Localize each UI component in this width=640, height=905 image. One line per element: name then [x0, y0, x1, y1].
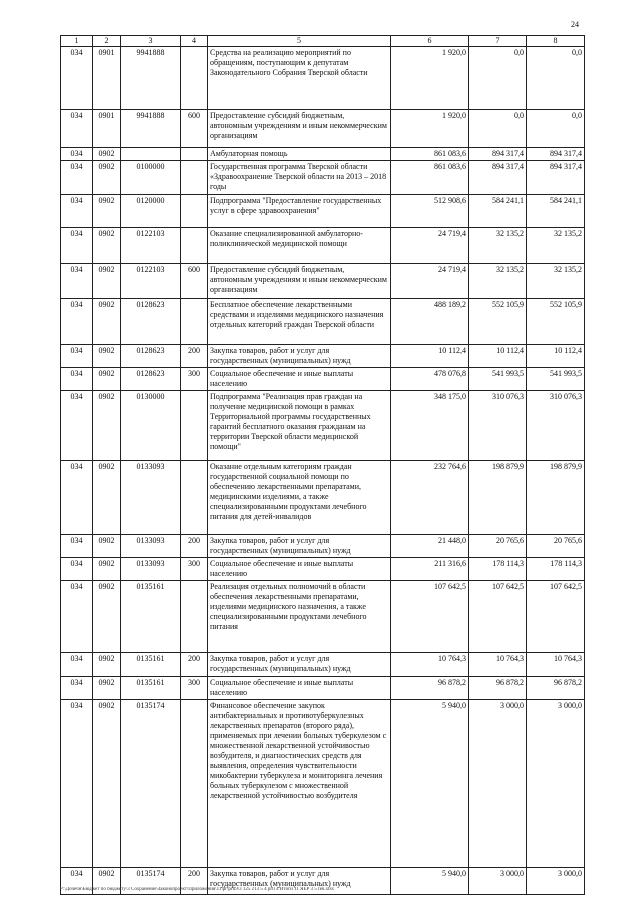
cell-ministry-code: 034	[61, 47, 93, 110]
cell-target-code: 0135174	[121, 868, 181, 895]
cell-expense-type: 300	[181, 368, 208, 391]
table-row	[61, 110, 585, 148]
cell-amount-year-3: 894 317,4	[527, 161, 585, 195]
table-row	[61, 368, 585, 391]
cell-amount-year-2: 0,0	[469, 47, 527, 110]
cell-amount-year-1: 1 920,0	[391, 110, 469, 148]
cell-target-code: 0128623	[121, 345, 181, 368]
cell-section-code: 0901	[93, 47, 121, 110]
cell-description: Закупка товаров, работ и услуг для государственных (муниципальных) нужд	[208, 868, 391, 895]
cell-ministry-code: 034	[61, 148, 93, 161]
cell-target-code: 0120000	[121, 195, 181, 228]
cell-amount-year-2: 198 879,9	[469, 461, 527, 535]
cell-description: Закупка товаров, работ и услуг для государственных (муниципальных) нужд	[208, 345, 391, 368]
cell-amount-year-3: 3 000,0	[527, 700, 585, 868]
cell-section-code: 0902	[93, 368, 121, 391]
cell-ministry-code: 034	[61, 345, 93, 368]
cell-target-code	[121, 148, 181, 161]
cell-target-code: 0135161	[121, 677, 181, 700]
cell-amount-year-2: 894 317,4	[469, 161, 527, 195]
cell-ministry-code: 034	[61, 653, 93, 677]
cell-amount-year-1: 478 076,8	[391, 368, 469, 391]
cell-description: Социальное обеспечение и иные выплаты населению	[208, 558, 391, 581]
cell-expense-type	[181, 228, 208, 264]
cell-amount-year-3: 10 112,4	[527, 345, 585, 368]
table-row	[61, 558, 585, 581]
cell-expense-type	[181, 148, 208, 161]
table-row	[61, 228, 585, 264]
cell-section-code: 0902	[93, 653, 121, 677]
cell-description: Финансовое обеспечение закупок антибактериальных и противотуберкулезных лекарственных препаратов (второго ряда), применяемых при лечении больных туберкулезом с множественной лекарственной устойчивостью возбудителя, и диагностических средств для выявления, определения чувствительности микобактерии туберкулеза и мониторинга лечения больных туберкулезом с множественной лекарственной устойчивостью возбудителя	[208, 700, 391, 868]
cell-description: Социальное обеспечение и иные выплаты населению	[208, 677, 391, 700]
table-row	[61, 161, 585, 195]
cell-target-code: 0133093	[121, 558, 181, 581]
cell-amount-year-1: 10 764,3	[391, 653, 469, 677]
cell-amount-year-2: 32 135,2	[469, 264, 527, 299]
cell-amount-year-2: 3 000,0	[469, 700, 527, 868]
cell-ministry-code: 034	[61, 700, 93, 868]
cell-amount-year-2: 32 135,2	[469, 228, 527, 264]
cell-amount-year-3: 584 241,1	[527, 195, 585, 228]
cell-amount-year-1: 5 940,0	[391, 700, 469, 868]
cell-section-code: 0902	[93, 461, 121, 535]
cell-amount-year-2: 0,0	[469, 110, 527, 148]
cell-amount-year-1: 96 878,2	[391, 677, 469, 700]
cell-expense-type	[181, 581, 208, 653]
cell-description: Государственная программа Тверской области «Здравоохранение Тверской области на 2013 – 2018 годы	[208, 161, 391, 195]
cell-amount-year-3: 32 135,2	[527, 264, 585, 299]
cell-description: Бесплатное обеспечение лекарственными средствами и изделиями медицинского назначения отдельных категорий граждан Тверской области	[208, 299, 391, 345]
cell-expense-type: 200	[181, 868, 208, 895]
footer-file-path: Р:\Дочечн\Бюджет по бюджету\3 Сохранение\Законопроект\Приложения\11\pr\pril9\3 125 213 5 4 pril 4 Итоги 11 ЯЕР 3 5 ren.xlsx	[60, 887, 335, 892]
cell-amount-year-2: 310 076,3	[469, 391, 527, 461]
cell-description: Оказание специализированной амбулаторно-поликлинической медицинской помощи	[208, 228, 391, 264]
cell-section-code: 0901	[93, 110, 121, 148]
cell-expense-type	[181, 700, 208, 868]
cell-ministry-code: 034	[61, 581, 93, 653]
cell-target-code: 0135161	[121, 653, 181, 677]
cell-section-code: 0902	[93, 391, 121, 461]
cell-expense-type: 600	[181, 264, 208, 299]
column-header: 2	[93, 36, 121, 47]
cell-ministry-code: 034	[61, 195, 93, 228]
cell-amount-year-2: 584 241,1	[469, 195, 527, 228]
cell-amount-year-1: 5 940,0	[391, 868, 469, 895]
cell-target-code: 0100000	[121, 161, 181, 195]
cell-description: Оказание отдельным категориям граждан государственной социальной помощи по обеспечению лекарственными препаратами, медицинскими изделиями, а также специализированными продуктами лечебного питания для детей-инвалидов	[208, 461, 391, 535]
cell-ministry-code: 034	[61, 868, 93, 895]
cell-amount-year-2: 10 112,4	[469, 345, 527, 368]
table-row	[61, 535, 585, 558]
page-number: 24	[571, 20, 579, 29]
cell-target-code: 0130000	[121, 391, 181, 461]
cell-target-code: 0122103	[121, 228, 181, 264]
cell-amount-year-1: 1 920,0	[391, 47, 469, 110]
column-header: 3	[121, 36, 181, 47]
cell-expense-type	[181, 161, 208, 195]
cell-description: Амбулаторная помощь	[208, 148, 391, 161]
cell-amount-year-2: 20 765,6	[469, 535, 527, 558]
cell-target-code: 9941888	[121, 47, 181, 110]
cell-section-code: 0902	[93, 228, 121, 264]
cell-amount-year-3: 107 642,5	[527, 581, 585, 653]
cell-amount-year-1: 488 189,2	[391, 299, 469, 345]
cell-target-code: 9941888	[121, 110, 181, 148]
cell-amount-year-1: 24 719,4	[391, 228, 469, 264]
table-row	[61, 461, 585, 535]
cell-amount-year-2: 541 993,5	[469, 368, 527, 391]
cell-ministry-code: 034	[61, 299, 93, 345]
cell-section-code: 0902	[93, 677, 121, 700]
cell-description: Закупка товаров, работ и услуг для государственных (муниципальных) нужд	[208, 653, 391, 677]
cell-amount-year-2: 178 114,3	[469, 558, 527, 581]
cell-description: Предоставление субсидий бюджетным, автономным учреждениям и иным некоммерческим организациям	[208, 264, 391, 299]
column-header: 5	[208, 36, 391, 47]
table-row	[61, 299, 585, 345]
cell-ministry-code: 034	[61, 677, 93, 700]
cell-expense-type	[181, 391, 208, 461]
cell-target-code: 0128623	[121, 368, 181, 391]
cell-section-code: 0902	[93, 195, 121, 228]
cell-ministry-code: 034	[61, 461, 93, 535]
cell-section-code: 0902	[93, 700, 121, 868]
cell-ministry-code: 034	[61, 264, 93, 299]
cell-section-code: 0902	[93, 558, 121, 581]
table-row	[61, 391, 585, 461]
cell-amount-year-2: 96 878,2	[469, 677, 527, 700]
column-header: 8	[527, 36, 585, 47]
cell-expense-type	[181, 299, 208, 345]
table-row	[61, 345, 585, 368]
cell-amount-year-3: 0,0	[527, 47, 585, 110]
cell-amount-year-1: 348 175,0	[391, 391, 469, 461]
cell-target-code: 0135174	[121, 700, 181, 868]
cell-target-code: 0133093	[121, 461, 181, 535]
column-number-row	[61, 36, 585, 47]
cell-amount-year-3: 3 000,0	[527, 868, 585, 895]
cell-section-code: 0902	[93, 148, 121, 161]
cell-amount-year-1: 21 448,0	[391, 535, 469, 558]
cell-amount-year-1: 232 764,6	[391, 461, 469, 535]
budget-table	[60, 35, 585, 895]
cell-amount-year-1: 10 112,4	[391, 345, 469, 368]
cell-description: Подпрограмма "Реализация прав граждан на получение медицинской помощи в рамках Территориальной программы государственных гарантий бесплатного оказания гражданам на территории Тверской области медицинской помощи"	[208, 391, 391, 461]
cell-target-code: 0133093	[121, 535, 181, 558]
cell-amount-year-3: 20 765,6	[527, 535, 585, 558]
table-row	[61, 148, 585, 161]
cell-expense-type: 200	[181, 345, 208, 368]
cell-description: Социальное обеспечение и иные выплаты населению	[208, 368, 391, 391]
cell-amount-year-1: 211 316,6	[391, 558, 469, 581]
cell-amount-year-3: 0,0	[527, 110, 585, 148]
cell-amount-year-1: 24 719,4	[391, 264, 469, 299]
table-row	[61, 653, 585, 677]
cell-section-code: 0902	[93, 264, 121, 299]
cell-section-code: 0902	[93, 299, 121, 345]
table-row	[61, 677, 585, 700]
cell-target-code: 0128623	[121, 299, 181, 345]
cell-target-code: 0135161	[121, 581, 181, 653]
cell-description: Подпрограмма "Предоставление государственных услуг в сфере здравоохранения"	[208, 195, 391, 228]
cell-ministry-code: 034	[61, 161, 93, 195]
cell-amount-year-3: 552 105,9	[527, 299, 585, 345]
cell-section-code: 0902	[93, 161, 121, 195]
cell-ministry-code: 034	[61, 391, 93, 461]
cell-section-code: 0902	[93, 581, 121, 653]
table-row	[61, 195, 585, 228]
table-row	[61, 264, 585, 299]
column-header: 4	[181, 36, 208, 47]
cell-amount-year-2: 3 000,0	[469, 868, 527, 895]
cell-amount-year-1: 861 083,6	[391, 148, 469, 161]
cell-amount-year-1: 107 642,5	[391, 581, 469, 653]
table-row	[61, 700, 585, 868]
cell-amount-year-2: 552 105,9	[469, 299, 527, 345]
cell-description: Закупка товаров, работ и услуг для государственных (муниципальных) нужд	[208, 535, 391, 558]
cell-description: Средства на реализацию мероприятий по обращениям, поступающим к депутатам Законодательного Собрания Тверской области	[208, 47, 391, 110]
cell-expense-type: 200	[181, 535, 208, 558]
cell-expense-type	[181, 195, 208, 228]
cell-section-code: 0902	[93, 345, 121, 368]
cell-description: Реализация отдельных полномочий в области обеспечения лекарственными препаратами, изделиями медицинского назначения, а также специализированными продуктами лечебного питания	[208, 581, 391, 653]
cell-expense-type	[181, 461, 208, 535]
cell-amount-year-1: 512 908,6	[391, 195, 469, 228]
cell-amount-year-1: 861 083,6	[391, 161, 469, 195]
column-header: 1	[61, 36, 93, 47]
cell-expense-type: 300	[181, 558, 208, 581]
cell-section-code: 0902	[93, 868, 121, 895]
cell-ministry-code: 034	[61, 558, 93, 581]
cell-amount-year-3: 310 076,3	[527, 391, 585, 461]
table-row	[61, 581, 585, 653]
cell-amount-year-3: 10 764,3	[527, 653, 585, 677]
cell-expense-type: 600	[181, 110, 208, 148]
cell-amount-year-3: 32 135,2	[527, 228, 585, 264]
column-header: 7	[469, 36, 527, 47]
cell-expense-type	[181, 47, 208, 110]
cell-ministry-code: 034	[61, 110, 93, 148]
cell-amount-year-2: 894 317,4	[469, 148, 527, 161]
cell-amount-year-3: 541 993,5	[527, 368, 585, 391]
cell-expense-type: 300	[181, 677, 208, 700]
cell-ministry-code: 034	[61, 535, 93, 558]
cell-section-code: 0902	[93, 535, 121, 558]
cell-amount-year-3: 198 879,9	[527, 461, 585, 535]
cell-target-code: 0122103	[121, 264, 181, 299]
cell-description: Предоставление субсидий бюджетным, автономным учреждениям и иным некоммерческим организациям	[208, 110, 391, 148]
column-header: 6	[391, 36, 469, 47]
cell-amount-year-3: 178 114,3	[527, 558, 585, 581]
cell-ministry-code: 034	[61, 368, 93, 391]
cell-amount-year-2: 10 764,3	[469, 653, 527, 677]
cell-ministry-code: 034	[61, 228, 93, 264]
table-row	[61, 47, 585, 110]
cell-amount-year-3: 894 317,4	[527, 148, 585, 161]
cell-amount-year-2: 107 642,5	[469, 581, 527, 653]
cell-amount-year-3: 96 878,2	[527, 677, 585, 700]
cell-expense-type: 200	[181, 653, 208, 677]
